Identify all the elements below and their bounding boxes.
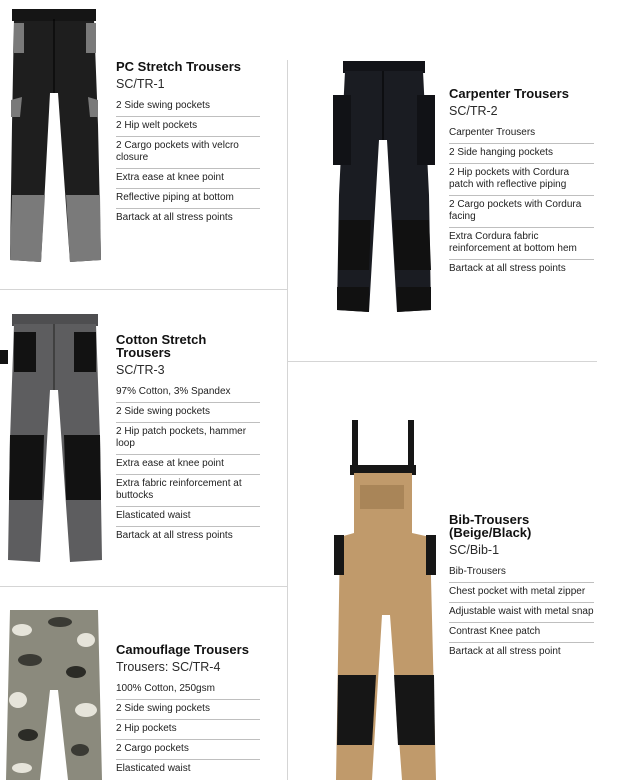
feature-item: Elasticated waist bbox=[116, 507, 260, 527]
feature-item: Extra fabric reinforcement at buttocks bbox=[116, 475, 260, 507]
feature-item: 2 Cargo pockets with Cordura facing bbox=[449, 196, 594, 228]
feature-item: 2 Side swing pockets bbox=[116, 700, 260, 720]
product-code: Trousers: SC/TR-4 bbox=[116, 660, 221, 674]
feature-item: Bartack at all stress point bbox=[449, 646, 561, 657]
feature-item: 2 Side swing pockets bbox=[116, 97, 260, 117]
feature-item: Bartack at all stress points bbox=[116, 530, 233, 541]
feature-list bbox=[116, 383, 260, 546]
feature-item: Chest pocket with metal zipper bbox=[449, 583, 594, 603]
carpenter-trousers-image bbox=[325, 55, 440, 320]
pc-stretch-trousers-shape bbox=[10, 9, 101, 262]
divider-left-2 bbox=[0, 586, 287, 587]
camouflage-trousers-shape bbox=[6, 610, 102, 780]
feature-list bbox=[116, 97, 260, 228]
product-code: SC/TR-2 bbox=[449, 104, 498, 118]
divider-right-1 bbox=[287, 361, 597, 362]
divider-left-1 bbox=[0, 289, 287, 290]
product-title: PC Stretch Trousers bbox=[116, 59, 241, 74]
feature-list bbox=[449, 124, 594, 279]
product-camouflage-trousers bbox=[116, 643, 260, 779]
feature-item: Extra ease at knee point bbox=[116, 169, 260, 189]
product-title: Camouflage Trousers bbox=[116, 642, 249, 657]
product-code: SC/TR-1 bbox=[116, 77, 165, 91]
feature-list bbox=[116, 680, 260, 779]
product-title: Bib-Trousers (Beige/Black) bbox=[449, 512, 532, 540]
feature-item: 2 Cargo pockets with velcro closure bbox=[116, 137, 260, 169]
product-bib-trousers bbox=[449, 513, 594, 662]
divider-vertical bbox=[287, 60, 288, 780]
feature-item: Contrast Knee patch bbox=[449, 623, 594, 643]
feature-item: 100% Cotton, 250gsm bbox=[116, 680, 260, 700]
feature-item: 2 Side hanging pockets bbox=[449, 144, 594, 164]
product-title: Cotton Stretch Trousers bbox=[116, 332, 207, 360]
pc-stretch-trousers-image bbox=[0, 5, 110, 270]
feature-item: 2 Side swing pockets bbox=[116, 403, 260, 423]
cotton-stretch-trousers-shape bbox=[0, 314, 102, 562]
feature-item: Bib-Trousers bbox=[449, 563, 594, 583]
feature-item: Adjustable waist with metal snap bbox=[449, 603, 594, 623]
cotton-stretch-trousers-image bbox=[0, 310, 110, 570]
feature-item: 2 Hip welt pockets bbox=[116, 117, 260, 137]
product-carpenter-trousers bbox=[449, 87, 594, 279]
feature-item: Bartack at all stress points bbox=[116, 212, 233, 223]
feature-item: Bartack at all stress points bbox=[449, 263, 566, 274]
bib-trousers-image bbox=[330, 415, 445, 780]
feature-item: 97% Cotton, 3% Spandex bbox=[116, 383, 260, 403]
bib-trousers-shape bbox=[334, 420, 436, 780]
product-title: Carpenter Trousers bbox=[449, 86, 569, 101]
carpenter-trousers-shape bbox=[333, 61, 435, 312]
product-code: SC/TR-3 bbox=[116, 363, 165, 377]
feature-item: Elasticated waist bbox=[116, 763, 191, 774]
feature-item: 2 Cargo pockets bbox=[116, 740, 260, 760]
product-code: SC/Bib-1 bbox=[449, 543, 500, 557]
feature-item: 2 Hip pockets with Cordura patch with reflective piping bbox=[449, 164, 594, 196]
feature-item: 2 Hip pockets bbox=[116, 720, 260, 740]
feature-item: Reflective piping at bottom bbox=[116, 189, 260, 209]
feature-item: Carpenter Trousers bbox=[449, 124, 594, 144]
camouflage-trousers-image bbox=[0, 610, 110, 780]
feature-list bbox=[449, 563, 594, 662]
feature-item: Extra ease at knee point bbox=[116, 455, 260, 475]
feature-item: Extra Cordura fabric reinforcement at bottom hem bbox=[449, 228, 594, 260]
feature-item: 2 Hip patch pockets, hammer loop bbox=[116, 423, 260, 455]
product-cotton-stretch-trousers bbox=[116, 333, 260, 546]
product-pc-stretch-trousers bbox=[116, 60, 260, 228]
